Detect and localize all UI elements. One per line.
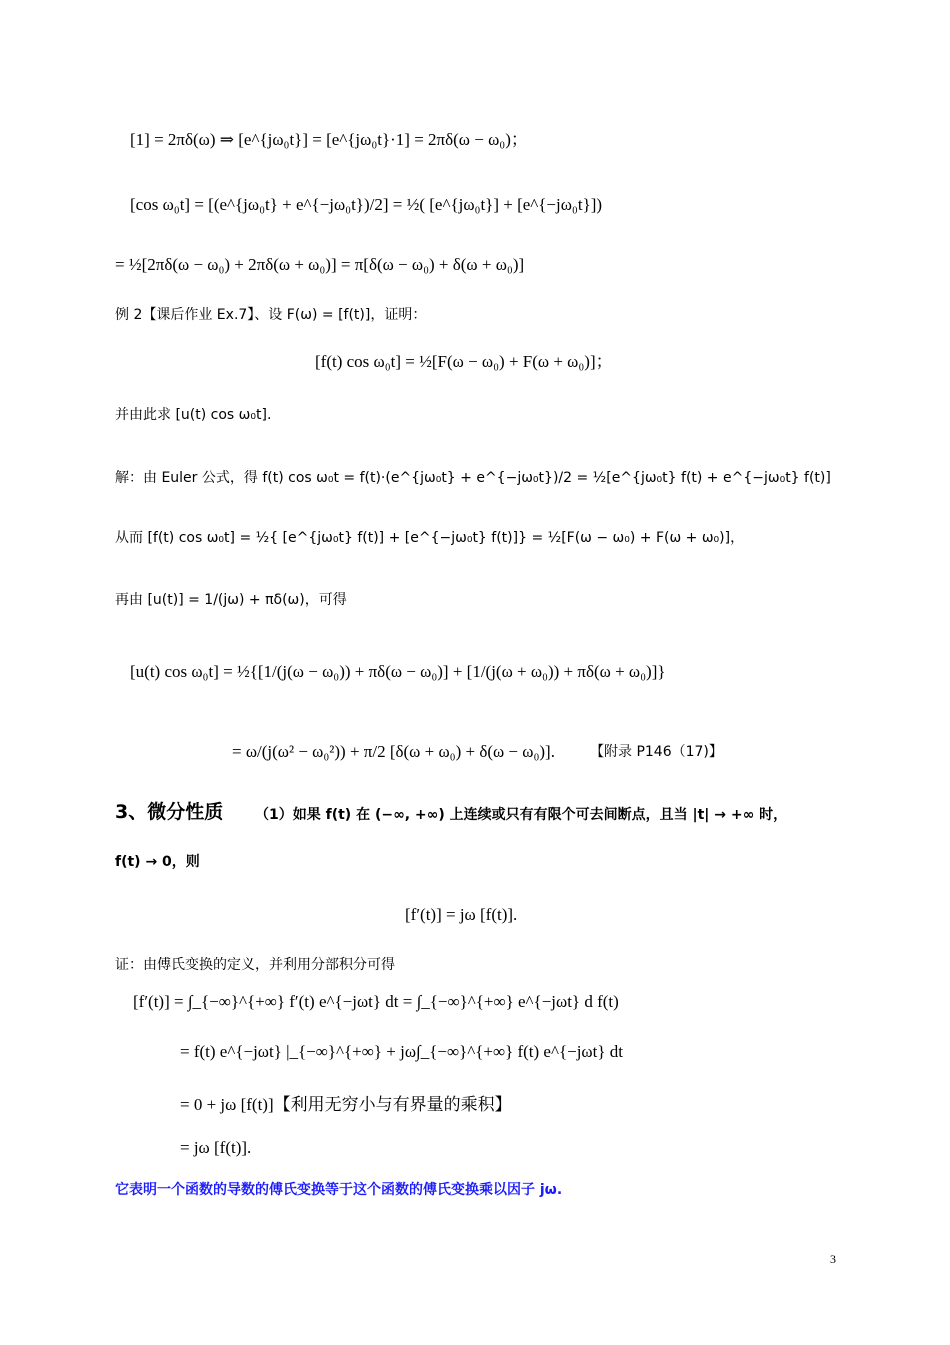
solution-unit-step: 再由 [u(t)] = 1/(jω) + πδ(ω)，可得 (115, 592, 347, 608)
proof-step-4: = jω [f(t)]. (180, 1138, 252, 1157)
example-2-statement: 例 2【课后作业 Ex.7】、设 F(ω) = [f(t)]，证明： (115, 307, 427, 323)
proof-step-1: [f′(t)] = ∫_{−∞}^{+∞} f′(t) e^{−jωt} dt = ∫_{−∞}^{+∞} e^{−jωt} d f(t) (133, 992, 619, 1011)
conclusion-statement: 它表明一个函数的导数的傅氏变换等于这个函数的傅氏变换乘以因子 jω. (115, 1182, 563, 1198)
section-condition: （1）如果 f(t) 在 (−∞, +∞) 上连续或只有有限个可去间断点，且当 |t| → +∞ 时， (255, 807, 788, 823)
formula-modulation: [f(t) cos ω₀t] = ½[F(ω − ω₀) + F(ω + ω₀)]； (315, 352, 613, 371)
proof-step-2: = f(t) e^{−jωt} |_{−∞}^{+∞} + jω∫_{−∞}^{+∞} f(t) e^{−jωt} dt (180, 1042, 623, 1061)
section-heading-differential: 3、微分性质 (115, 801, 224, 823)
formula-derivative-property: [f′(t)] = jω [f(t)]. (405, 905, 518, 924)
example-2-task: 并由此求 [u(t) cos ω₀t]. (115, 407, 272, 423)
solution-then: 从而 [f(t) cos ω₀t] = ½{ [e^{jω₀t} f(t)] + [e^{−jω₀t} f(t)]} = ½[F(ω − ω₀) + F(ω + ω₀)]， (115, 530, 745, 546)
page-number: 3 (830, 1252, 836, 1266)
proof-step-3: = 0 + jω [f(t)]【利用无穷小与有界量的乘积】 (180, 1095, 512, 1114)
formula-cos-result: = ½[2πδ(ω − ω₀) + 2πδ(ω + ω₀)] = π[δ(ω − ω₀) + δ(ω + ω₀)] (115, 255, 525, 274)
section-condition-cont: f(t) → 0，则 (115, 854, 200, 870)
formula-u-cos-result: = ω/(j(ω² − ω₀²)) + π/2 [δ(ω + ω₀) + δ(ω − ω₀)]. (232, 742, 555, 761)
formula-cos-transform: [cos ω₀t] = [(e^{jω₀t} + e^{−jω₀t})/2] = ½( [e^{jω₀t}] + [e^{−jω₀t}]) (130, 195, 603, 214)
proof-intro: 证：由傅氏变换的定义，并利用分部积分可得 (115, 957, 395, 973)
formula-delta-transform: [1] = 2πδ(ω) ⇒ [e^{jω₀t}] = [e^{jω₀t}·1] = 2πδ(ω − ω₀)； (130, 130, 528, 149)
appendix-reference: 【附录 P146（17)】 (590, 744, 723, 760)
formula-u-cos: [u(t) cos ω₀t] = ½{[1/(j(ω − ω₀)) + πδ(ω − ω₀)] + [1/(j(ω + ω₀)) + πδ(ω + ω₀)]} (130, 662, 666, 681)
solution-euler: 解：由 Euler 公式，得 f(t) cos ω₀t = f(t)·(e^{jω₀t} + e^{−jω₀t})/2 = ½[e^{jω₀t} f(t) + e^{−jω₀t} f(t)] (115, 470, 831, 486)
